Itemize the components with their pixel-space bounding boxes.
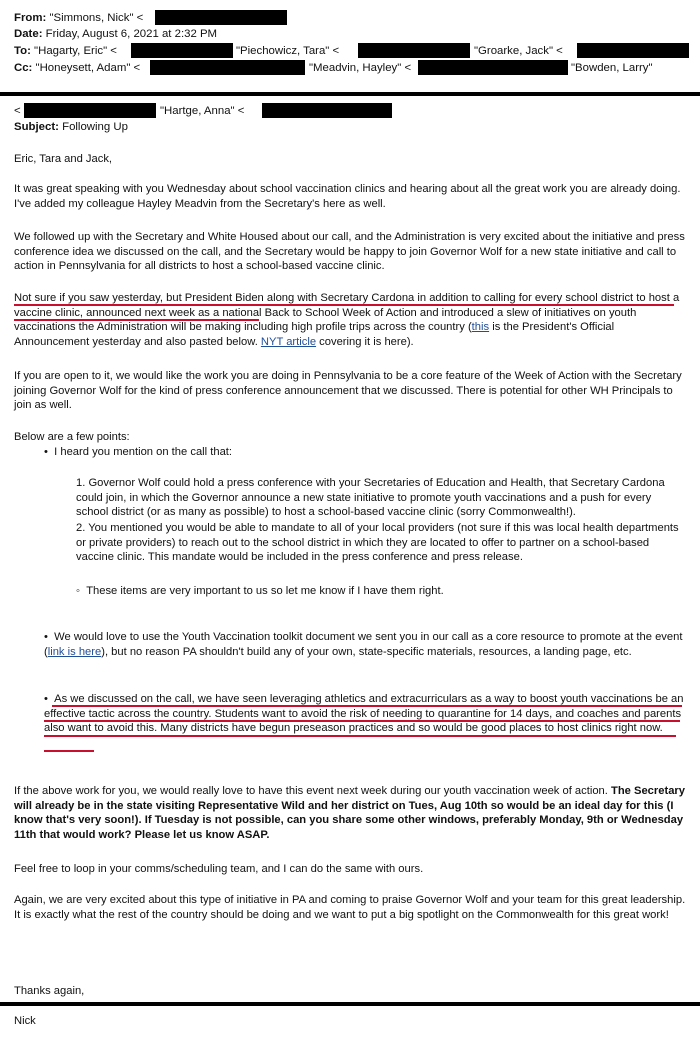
red-underline-marker bbox=[44, 735, 676, 737]
numbered-item bbox=[76, 521, 686, 565]
to-line bbox=[14, 44, 117, 59]
red-underline-marker bbox=[14, 319, 259, 321]
nyt-article-link[interactable]: NYT article bbox=[260, 335, 317, 348]
redaction-block bbox=[577, 43, 689, 58]
to-recipient: "Piechowicz, Tara" < bbox=[236, 45, 340, 57]
redaction-block bbox=[150, 60, 305, 75]
closing-text: Thanks again, bbox=[14, 985, 85, 997]
paragraph-7 bbox=[14, 893, 690, 922]
paragraph-6 bbox=[14, 862, 690, 877]
cc-recipient: "Hartge, Anna" < bbox=[160, 105, 245, 117]
paragraph-text: It was great speaking with you Wednesday about school vaccination clinics and hearing about all the great work you are already doing. I've added my colleague Hayley Meadvin from the Secretary's here as well. bbox=[14, 183, 681, 210]
cc-recipient: "Meadvin, Hayley" < bbox=[309, 62, 412, 74]
cc-recipient: "Honeysett, Adam" < bbox=[35, 62, 141, 74]
red-underline-marker bbox=[44, 720, 680, 722]
from-label: From: bbox=[14, 12, 47, 24]
signature bbox=[14, 1014, 36, 1029]
paragraph-text: Again, we are very excited about this type of initiative in PA and coming to praise Governor Wolf and your team for this great leadership. It is exactly what the rest of the country should be doing and we want to put a big spotlight on the Commonwealth for this great work! bbox=[14, 894, 686, 921]
announcement-link[interactable]: this bbox=[471, 321, 490, 334]
paragraph-text-part: Not sure if you saw yesterday, but President Biden along with Secretary Cardona in addition to calling for every school district to host a vaccine clinic, announced next week as a national Back to School Week of Action and introduced a slew of initiatives on youth vaccinations the Administration will be making including high profile trips across the country ( bbox=[14, 292, 680, 334]
cc-label: Cc: bbox=[14, 62, 33, 74]
sub-bullet-item bbox=[76, 584, 444, 599]
numbered-item-text: 1. Governor Wolf could hold a press conference with your Secretaries of Education and Health, that Secretary Cardona could join, in which the Governor announce a new state initiative to promote youth vaccinations and a push for every school district (or as many as possible) to host a school-based vaccine clinic (sorry Commonwealth!). bbox=[76, 477, 665, 519]
closing bbox=[14, 984, 84, 999]
subject-line bbox=[14, 120, 128, 135]
bullet-text-part: ), but no reason PA shouldn't build any of your own, state-specific materials, resources, a landing page, etc. bbox=[101, 645, 632, 658]
subject-value: Following Up bbox=[62, 121, 128, 133]
subject-label: Subject: bbox=[14, 121, 59, 133]
bullet-icon: • bbox=[44, 446, 48, 458]
paragraph-4 bbox=[14, 369, 690, 413]
to-recipient: "Hagarty, Eric" < bbox=[34, 45, 117, 57]
bullet-text: I heard you mention on the call that: bbox=[54, 446, 233, 458]
bullet-text-part: We would love to use the Youth Vaccination toolkit document we sent you in our call as a core resource to promote at the event ( bbox=[44, 631, 683, 658]
bullet-text bbox=[44, 630, 686, 659]
bullet-item bbox=[44, 445, 232, 460]
paragraph-text: We followed up with the Secretary and White Housed about our call, and the Administration is very excited about the initiative and press conference idea we discussed on the call, and the Secretary would be happy to join Governor Wolf for a new state initiative and call to action in Pennsylvania for all districts to host a school-based vaccine clinic. bbox=[14, 231, 685, 273]
greeting-text: Eric, Tara and Jack, bbox=[14, 153, 113, 165]
paragraph-5 bbox=[14, 784, 690, 842]
redaction-block bbox=[262, 103, 392, 118]
bullet-icon: • bbox=[44, 631, 48, 643]
redaction-block bbox=[155, 10, 287, 25]
from-line bbox=[14, 11, 143, 26]
cc-continuation: < bbox=[14, 105, 21, 117]
points-intro bbox=[14, 430, 690, 445]
redaction-block bbox=[418, 60, 568, 75]
redaction-block bbox=[358, 43, 470, 58]
points-intro-text: Below are a few points: bbox=[14, 431, 130, 443]
paragraph-text: Feel free to loop in your comms/scheduling team, and I can do the same with ours. bbox=[14, 863, 424, 875]
paragraph-text-part: If the above work for you, we would really love to have this event next week during our youth vaccination week of action. bbox=[14, 785, 611, 797]
signature-text: Nick bbox=[14, 1015, 36, 1027]
red-underline-marker bbox=[52, 705, 682, 707]
paragraph-1 bbox=[14, 182, 690, 211]
cc-line bbox=[14, 61, 140, 76]
bullet-item bbox=[44, 630, 686, 659]
cc-recipient: "Bowden, Larry" bbox=[571, 62, 653, 74]
numbered-item-text: 2. You mentioned you would be able to mandate to all of your local providers (not sure if this was local health departments or private providers) to reach out to the school district in which they are located to offer to partner on a school-based vaccine clinic. This mandate would be included in the press conference and press release. bbox=[76, 522, 679, 564]
page-break-rule bbox=[0, 1002, 700, 1006]
date-line bbox=[14, 27, 217, 42]
red-underline-marker bbox=[44, 750, 94, 752]
paragraph-text: If you are open to it, we would like the work you are doing in Pennsylvania to be a core feature of the Week of Action with the Secretary joining Governor Wolf for the kind of press conference announcement that we discussed. There is potential for other WH Principals to join as well. bbox=[14, 370, 682, 412]
paragraph-2 bbox=[14, 230, 690, 274]
from-value: "Simmons, Nick" < bbox=[49, 12, 144, 24]
bullet-text-part: As we discussed on the call, we have seen leveraging athletics and extracurriculars as a way to boost youth vaccinations be an effective tactic across the country. Students want to avoid the risk of needing to quarantine for 14 days, and coaches and parents also want to avoid this. Many districts have begun preseason practices and so would be good places to host clinics right now. bbox=[44, 693, 684, 735]
red-underline-marker bbox=[14, 304, 674, 306]
paragraph-text-part: covering it is here). bbox=[316, 335, 414, 348]
numbered-item bbox=[76, 476, 686, 520]
to-recipient: "Groarke, Jack" < bbox=[474, 45, 563, 57]
page-break-rule bbox=[0, 92, 700, 96]
circle-bullet-icon: ◦ bbox=[76, 585, 80, 597]
sub-bullet-text: These items are very important to us so let me know if I have them right. bbox=[86, 585, 444, 597]
greeting bbox=[14, 152, 690, 167]
date-value: Friday, August 6, 2021 at 2:32 PM bbox=[45, 28, 218, 40]
bullet-item bbox=[44, 692, 686, 736]
to-label: To: bbox=[14, 45, 31, 57]
bullet-icon: • bbox=[44, 693, 48, 705]
paragraph-text-part: is the President's Official Announcement yesterday and also pasted below. bbox=[14, 321, 615, 348]
paragraph-bold-text: The Secretary will already be in the state visiting Representative Wild and her district on Tues, Aug 10th so would be an ideal day for this (I know that's very soon!). If Tuesday is not possible, can you share some other windows, preferably Monday, 9th or Wednesday 11th that would work? Please let us know ASAP. bbox=[14, 785, 686, 841]
redaction-block bbox=[131, 43, 233, 58]
toolkit-link[interactable]: link is here bbox=[47, 645, 102, 658]
paragraph-text bbox=[14, 784, 690, 842]
bullet-text bbox=[44, 692, 686, 736]
date-label: Date: bbox=[14, 28, 43, 40]
redaction-block bbox=[24, 103, 156, 118]
